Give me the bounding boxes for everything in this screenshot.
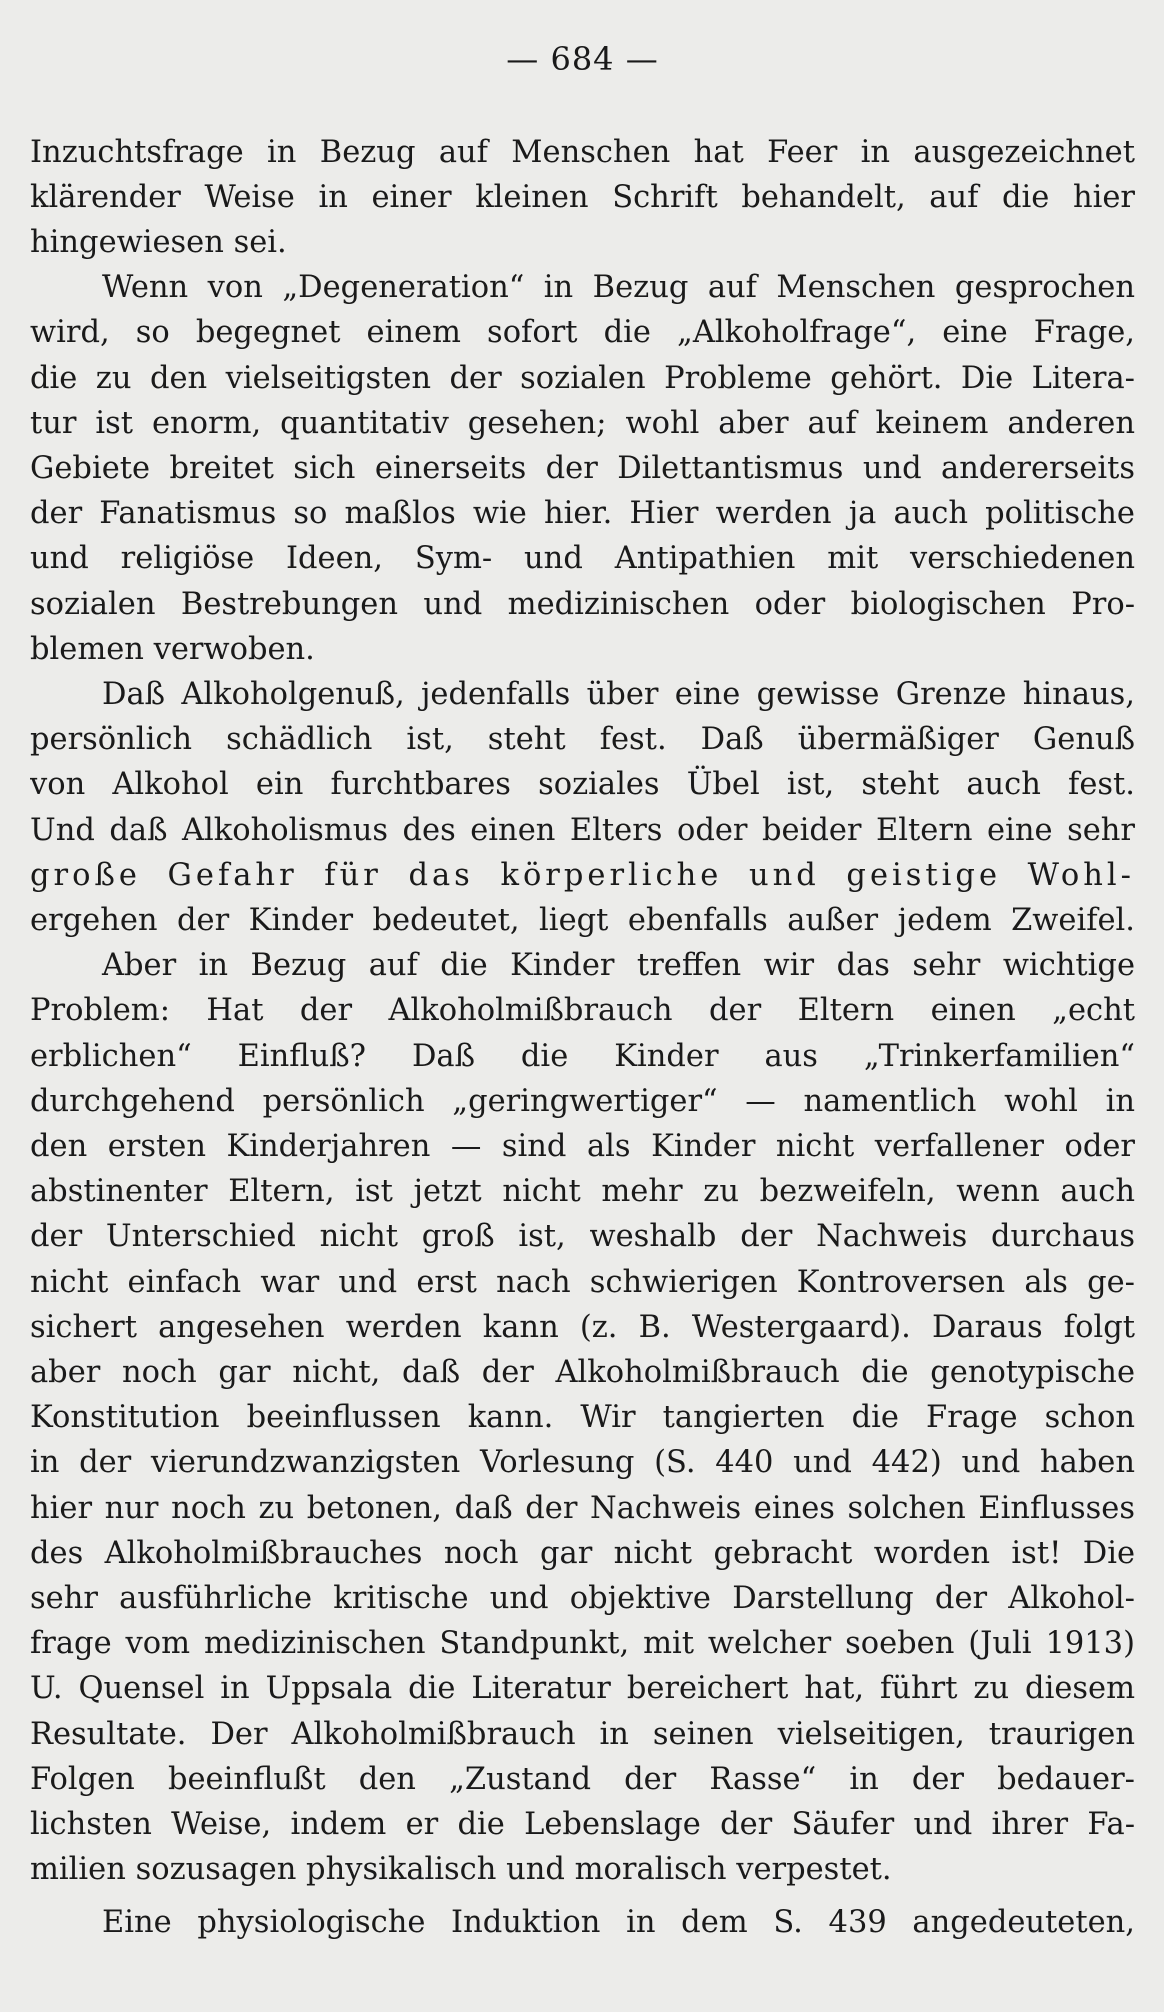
text-line: frage vom medizinischen Standpunkt, mit welcher soeben (Juli 1913) — [30, 1626, 1135, 1661]
text-line: der Unterschied nicht groß ist, weshalb der Nachweis durchaus — [30, 1219, 1135, 1254]
text-line: Folgen beeinflußt den „Zustand der Rasse“ in der bedauer- — [30, 1762, 1135, 1797]
text-line: hier nur noch zu betonen, daß der Nachweis eines solchen Einflusses — [30, 1491, 1135, 1526]
text-line: hingewiesen sei. — [30, 225, 287, 260]
text-line: U. Quensel in Uppsala die Literatur bereichert hat, führt zu diesem — [30, 1671, 1135, 1706]
text-line: persönlich schädlich ist, steht fest. Daß übermäßiger Genuß — [30, 722, 1135, 757]
text-line: Eine physiologische Induktion in dem S. 439 angedeuteten, — [102, 1905, 1135, 1940]
text-line: ergehen der Kinder bedeutet, liegt ebenfalls außer jedem Zweifel. — [30, 903, 1135, 938]
text-line: große Gefahr für das körperliche und geistige Wohl- — [30, 858, 1135, 893]
book-page — [30, 0, 1135, 2012]
text-line: tur ist enorm, quantitativ gesehen; wohl aber auf keinem anderen — [30, 406, 1135, 441]
text-line: den ersten Kinderjahren — sind als Kinder nicht verfallener oder — [30, 1129, 1135, 1164]
text-line: durchgehend persönlich „geringwertiger“ — namentlich wohl in — [30, 1084, 1135, 1119]
text-line: sozialen Bestrebungen und medizinischen oder biologischen Pro- — [30, 587, 1135, 622]
text-line: Inzuchtsfrage in Bezug auf Menschen hat Feer in ausgezeichnet — [30, 135, 1135, 170]
text-line: Daß Alkoholgenuß, jedenfalls über eine gewisse Grenze hinaus, — [102, 677, 1135, 712]
text-line: klärender Weise in einer kleinen Schrift behandelt, auf die hier — [30, 180, 1135, 215]
text-line: Wenn von „Degeneration“ in Bezug auf Menschen gesprochen — [102, 270, 1135, 305]
text-line: und religiöse Ideen, Sym- und Antipathien mit verschiedenen — [30, 541, 1135, 576]
text-line: erblichen“ Einfluß? Daß die Kinder aus „Trinkerfamilien“ — [30, 1039, 1135, 1074]
text-line: die zu den vielseitigsten der sozialen Probleme gehört. Die Litera- — [30, 361, 1135, 396]
text-line: Und daß Alkoholismus des einen Elters oder beider Eltern eine sehr — [30, 813, 1135, 848]
text-line: milien sozusagen physikalisch und moralisch verpestet. — [30, 1852, 892, 1887]
text-line: aber noch gar nicht, daß der Alkoholmißbrauch die genotypische — [30, 1355, 1135, 1390]
text-line: abstinenter Eltern, ist jetzt nicht mehr zu bezweifeln, wenn auch — [30, 1174, 1135, 1209]
text-line: in der vierundzwanzigsten Vorlesung (S. 440 und 442) und haben — [30, 1445, 1135, 1480]
page-number: — 684 — — [506, 40, 659, 78]
text-line: nicht einfach war und erst nach schwierigen Kontroversen als ge- — [30, 1265, 1135, 1300]
text-line: Gebiete breitet sich einerseits der Dilettantismus und andererseits — [30, 451, 1135, 486]
text-line: sehr ausführliche kritische und objektive Darstellung der Alkohol- — [30, 1581, 1135, 1616]
text-line: Resultate. Der Alkoholmißbrauch in seinen vielseitigen, traurigen — [30, 1717, 1135, 1752]
text-line: Aber in Bezug auf die Kinder treffen wir das sehr wichtige — [102, 948, 1135, 983]
text-line: Konstitution beeinflussen kann. Wir tangierten die Frage schon — [30, 1400, 1135, 1435]
text-line: von Alkohol ein furchtbares soziales Übel ist, steht auch fest. — [30, 767, 1135, 802]
text-line: wird, so begegnet einem sofort die „Alkoholfrage“, eine Frage, — [30, 315, 1135, 350]
text-line: sichert angesehen werden kann (z. B. Westergaard). Daraus folgt — [30, 1310, 1135, 1345]
text-line: blemen verwoben. — [30, 632, 315, 667]
text-line: des Alkoholmißbrauches noch gar nicht gebracht worden ist! Die — [30, 1536, 1135, 1571]
text-line: lichsten Weise, indem er die Lebenslage der Säufer und ihrer Fa- — [30, 1807, 1135, 1842]
text-line: der Fanatismus so maßlos wie hier. Hier werden ja auch politische — [30, 496, 1135, 531]
text-line: Problem: Hat der Alkoholmißbrauch der Eltern einen „echt — [30, 993, 1135, 1028]
